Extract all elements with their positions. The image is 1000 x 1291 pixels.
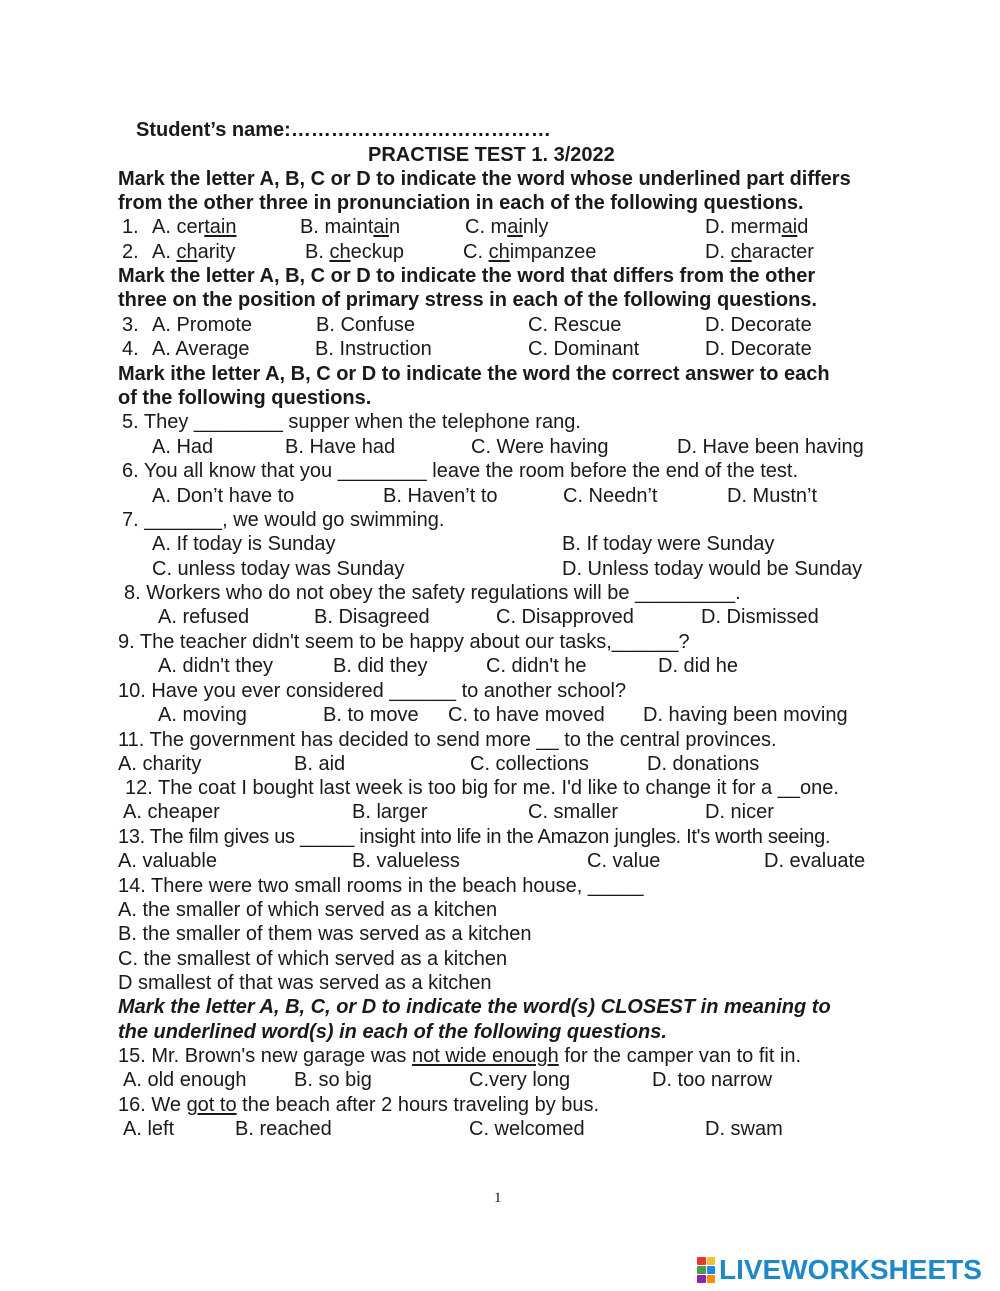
option-d[interactable]: D. evaluate (764, 850, 866, 872)
option-d[interactable]: D. Unless today would be Sunday (562, 558, 863, 580)
question-13-stem: 13. The film gives us _____ insight into life in the Amazon jungles. It's worth seeing. (118, 826, 831, 848)
option-b[interactable]: B. aid (294, 753, 346, 775)
option-a[interactable]: A. Average (152, 338, 250, 360)
option-b[interactable]: B. Confuse (316, 314, 415, 336)
option-a[interactable]: A. moving (158, 704, 247, 726)
option-c[interactable]: C. the smallest of which served as a kitchen (118, 948, 508, 970)
option-c[interactable]: C. smaller (528, 801, 619, 823)
option-a[interactable]: A. Don’t have to (152, 485, 295, 507)
liveworksheets-logo (697, 1253, 982, 1287)
question-15-stem: 15. Mr. Brown's new garage was not wide enough for the camper van to fit in. (118, 1045, 802, 1067)
page-number: 1 (494, 1190, 502, 1206)
option-c[interactable]: C. Dominant (528, 338, 640, 360)
option-b[interactable]: B. Haven’t to (383, 485, 498, 507)
option-b[interactable]: B. reached (235, 1118, 332, 1140)
option-c[interactable]: C. Were having (471, 436, 609, 458)
section1-instruction-line1: Mark the letter A, B, C or D to indicate the word whose underlined part differs (118, 168, 851, 190)
option-a[interactable]: A. charity (118, 753, 202, 775)
student-name-line: Student’s name:………………………………… (136, 119, 551, 141)
underlined-phrase: got to (186, 1094, 237, 1116)
option-d[interactable]: D. Have been having (677, 436, 864, 458)
option-d[interactable]: D. having been moving (643, 704, 848, 726)
option-c[interactable]: C. collections (470, 753, 589, 775)
option-d[interactable]: D. swam (705, 1118, 783, 1140)
option-d[interactable]: D. Mustn’t (727, 485, 818, 507)
option-d[interactable]: D. character (705, 241, 814, 263)
section2-instruction-line2: three on the position of primary stress in each of the following questions. (118, 289, 817, 311)
option-d[interactable]: D. Decorate (705, 314, 812, 336)
liveworksheets-logo-icon (697, 1257, 715, 1283)
option-b[interactable]: B. larger (352, 801, 428, 823)
question-number: 3. (122, 314, 139, 336)
option-c[interactable]: C. Rescue (528, 314, 622, 336)
option-b[interactable]: B. Have had (285, 436, 396, 458)
section4-instruction-line2: the underlined word(s) in each of the following questions. (118, 1021, 667, 1043)
option-c[interactable]: C. chimpanzee (463, 241, 597, 263)
question-6-stem: 6. You all know that you ________ leave the room before the end of the test. (122, 460, 799, 482)
option-c[interactable]: C. unless today was Sunday (152, 558, 405, 580)
question-14-stem: 14. There were two small rooms in the beach house, _____ (118, 875, 644, 897)
option-a[interactable]: A. If today is Sunday (152, 533, 336, 555)
option-d[interactable]: D smallest of that was served as a kitchen (118, 972, 492, 994)
question-number: 4. (122, 338, 139, 360)
option-a[interactable]: A. cheaper (123, 801, 220, 823)
option-c[interactable]: C. welcomed (469, 1118, 585, 1140)
question-8-stem: 8. Workers who do not obey the safety regulations will be _________. (124, 582, 741, 604)
option-a[interactable]: A. charity (152, 241, 236, 263)
option-b[interactable]: B. If today were Sunday (562, 533, 775, 555)
question-16-stem: 16. We got to the beach after 2 hours traveling by bus. (118, 1094, 600, 1116)
option-d[interactable]: D. mermaid (705, 216, 809, 238)
option-a[interactable]: A. certain (152, 216, 237, 238)
logo-block (697, 1275, 706, 1283)
option-d[interactable]: D. too narrow (652, 1069, 773, 1091)
logo-block (707, 1266, 716, 1274)
option-c[interactable]: C. mainly (465, 216, 549, 238)
option-b[interactable]: B. valueless (352, 850, 460, 872)
question-7-stem: 7. _______, we would go swimming. (122, 509, 445, 531)
page-title: PRACTISE TEST 1. 3/2022 (368, 144, 615, 166)
option-d[interactable]: D. nicer (705, 801, 774, 823)
option-b[interactable]: B. maintain (300, 216, 401, 238)
option-d[interactable]: D. donations (647, 753, 760, 775)
underlined-phrase: not wide enough (411, 1045, 559, 1067)
logo-block (697, 1257, 706, 1265)
option-d[interactable]: D. did he (658, 655, 739, 677)
section2-instruction-line1: Mark the letter A, B, C or D to indicate the word that differs from the other (118, 265, 816, 287)
option-a[interactable]: A. didn't they (158, 655, 273, 677)
option-c[interactable]: C. Disapproved (496, 606, 634, 628)
logo-block (707, 1257, 716, 1265)
option-c[interactable]: C. value (587, 850, 661, 872)
option-b[interactable]: B. so big (294, 1069, 372, 1091)
option-a[interactable]: A. Had (152, 436, 214, 458)
option-b[interactable]: B. the smaller of them was served as a kitchen (118, 923, 532, 945)
question-11-stem: 11. The government has decided to send more __ to the central provinces. (118, 729, 777, 751)
option-a[interactable]: A. the smaller of which served as a kitchen (118, 899, 498, 921)
section1-instruction-line2: from the other three in pronunciation in each of the following questions. (118, 192, 804, 214)
option-b[interactable]: B. Instruction (315, 338, 432, 360)
option-a[interactable]: A. old enough (123, 1069, 247, 1091)
logo-block (707, 1275, 716, 1283)
option-c[interactable]: C. didn't he (486, 655, 587, 677)
logo-block (697, 1266, 706, 1274)
question-10-stem: 10. Have you ever considered ______ to another school? (118, 680, 627, 702)
liveworksheets-logo-text: LIVEWORKSHEETS (719, 1254, 982, 1285)
section4-instruction-line1: Mark the letter A, B, C, or D to indicate the word(s) CLOSEST in meaning to (118, 996, 831, 1018)
question-number: 1. (122, 216, 139, 238)
option-b[interactable]: B. to move (323, 704, 419, 726)
question-number: 2. (122, 241, 139, 263)
option-b[interactable]: B. checkup (305, 241, 404, 263)
option-d[interactable]: D. Decorate (705, 338, 812, 360)
option-d[interactable]: D. Dismissed (701, 606, 819, 628)
option-b[interactable]: B. Disagreed (314, 606, 430, 628)
option-c[interactable]: C. to have moved (448, 704, 605, 726)
option-b[interactable]: B. did they (333, 655, 428, 677)
question-9-stem: 9. The teacher didn't seem to be happy about our tasks,______? (118, 631, 690, 653)
option-a[interactable]: A. Promote (152, 314, 253, 336)
option-a[interactable]: A. refused (158, 606, 250, 628)
section3-instruction-line1: Mark ithe letter A, B, C or D to indicate the word the correct answer to each (118, 363, 830, 385)
option-a[interactable]: A. left (123, 1118, 175, 1140)
option-c[interactable]: C.very long (469, 1069, 571, 1091)
option-c[interactable]: C. Needn’t (563, 485, 658, 507)
question-5-stem: 5. They ________ supper when the telephone rang. (122, 411, 581, 433)
option-a[interactable]: A. valuable (118, 850, 217, 872)
section3-instruction-line2: of the following questions. (118, 387, 372, 409)
question-12-stem: 12. The coat I bought last week is too big for me. I'd like to change it for a __one. (125, 777, 839, 799)
